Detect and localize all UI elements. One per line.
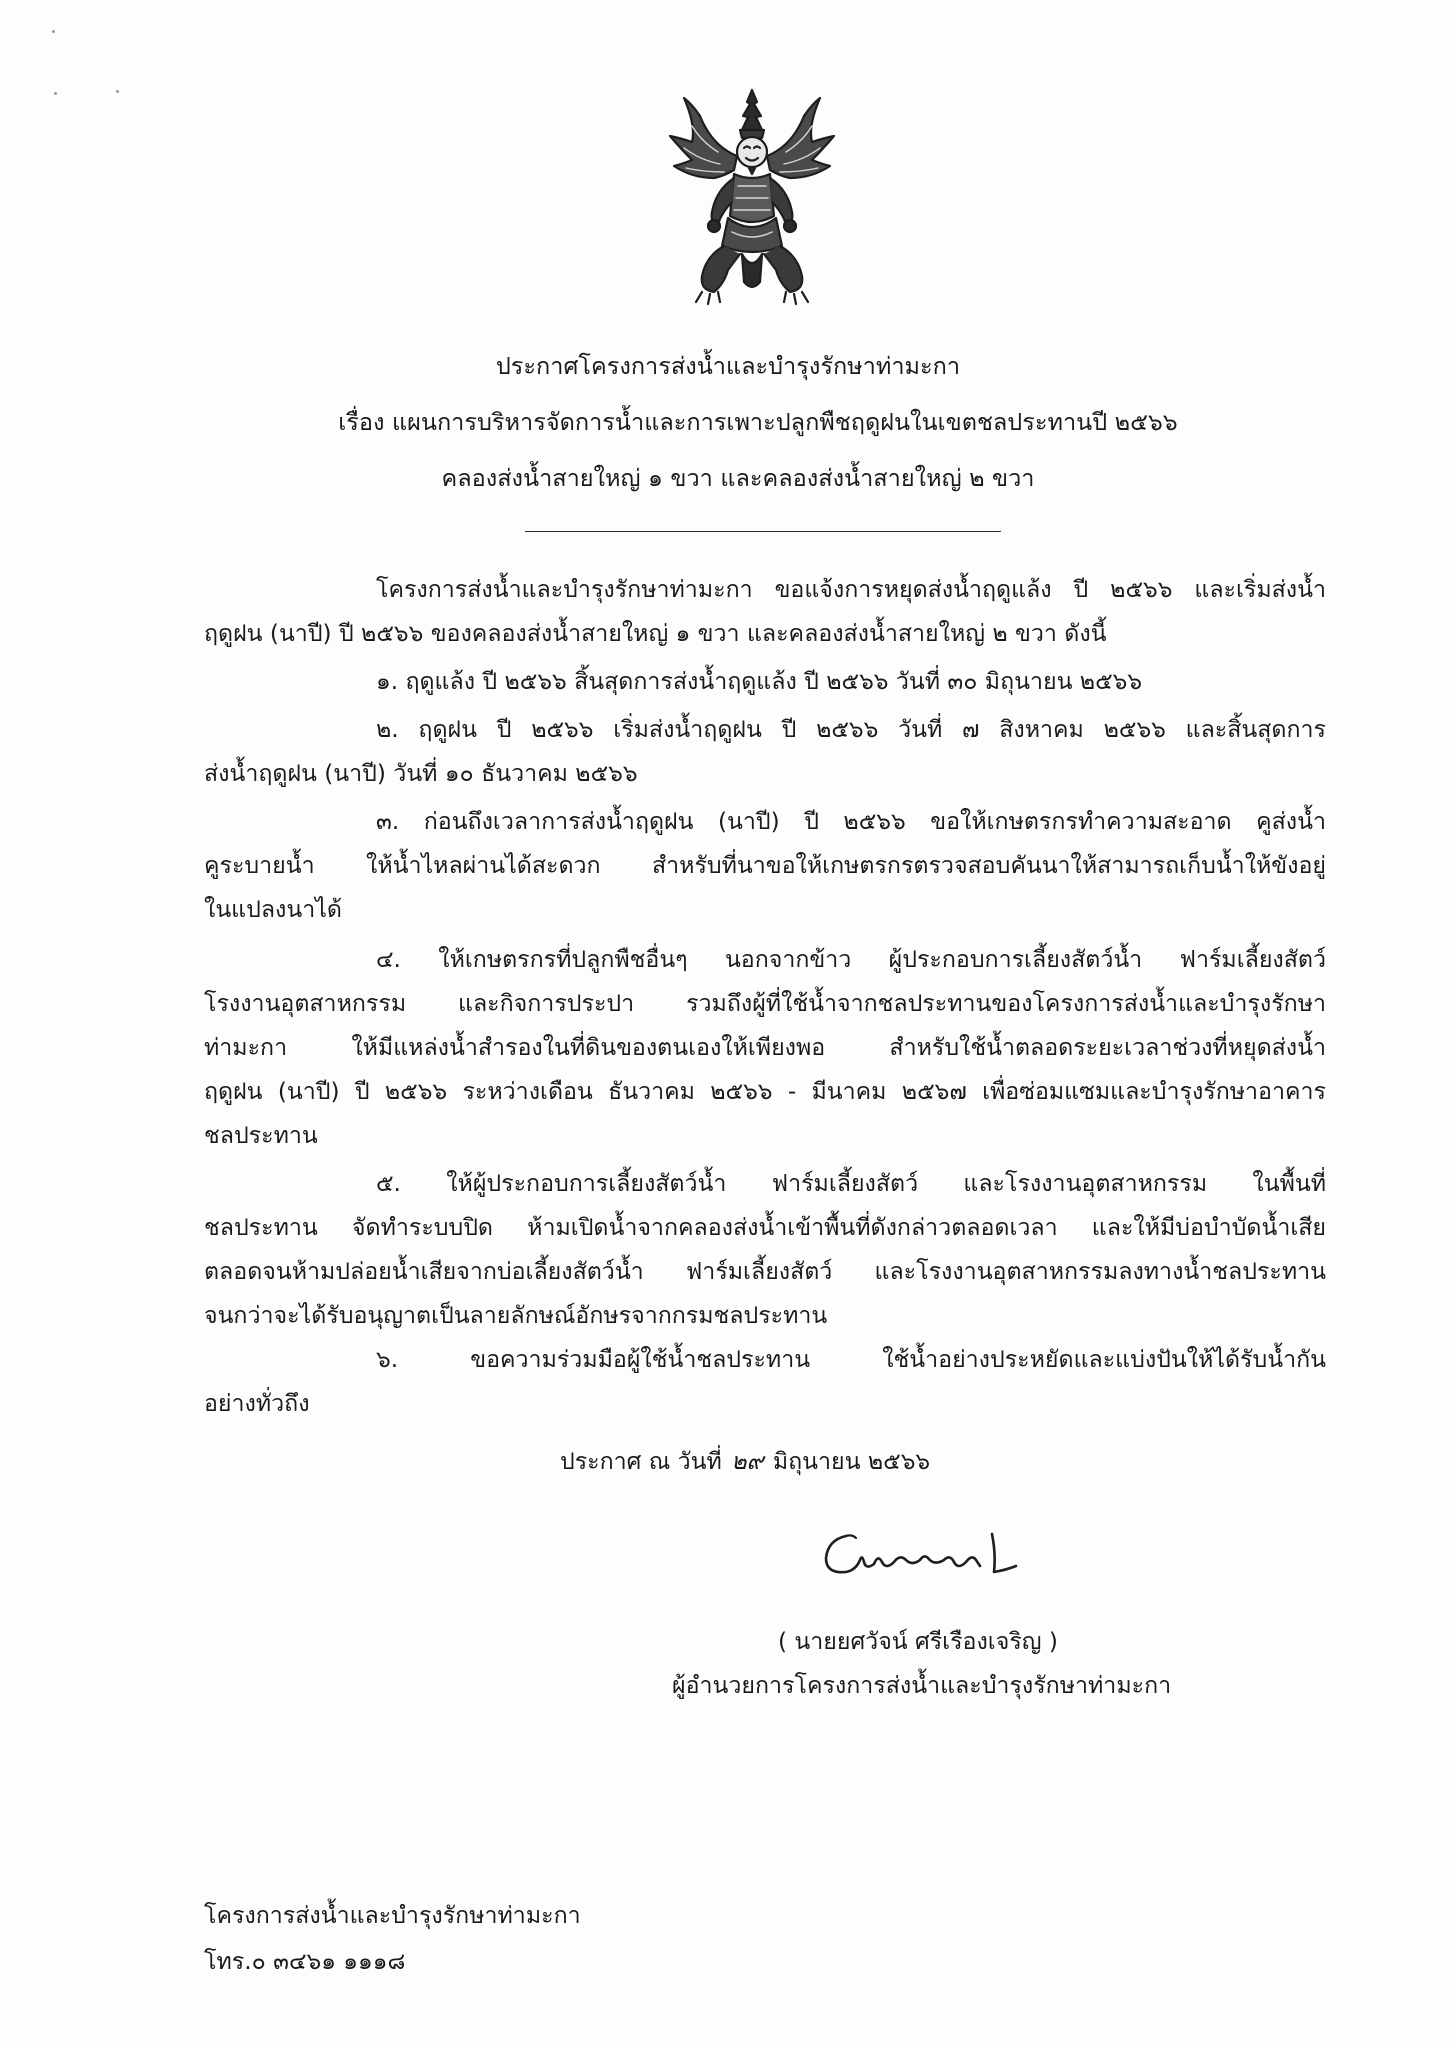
scan-speck <box>54 92 57 95</box>
body-line: อย่างทั่วถึง <box>204 1390 310 1417</box>
body-line: ฤดูฝน (นาปี) ปี ๒๕๖๖ ระหว่างเดือน ธันวาคม ๒๕๖๖ - มีนาคม ๒๕๖๗ เพื่อซ่อมแซมและบำรุงรักษาอาคาร <box>204 1078 1326 1105</box>
body-line: ๑. ฤดูแล้ง ปี ๒๕๖๖ สิ้นสุดการส่งน้ำฤดูแล้ง ปี ๒๕๖๖ วันที่ ๓๐ มิถุนายน ๒๕๖๖ <box>376 668 1143 695</box>
footer-organization: โครงการส่งน้ำและบำรุงรักษาท่ามะกา <box>204 1902 581 1929</box>
footer-phone: โทร.๐ ๓๔๖๑ ๑๑๑๘ <box>204 1948 406 1975</box>
body-line: โรงงานอุตสาหกรรม และกิจการประปา รวมถึงผู้ที่ใช้น้ำจากชลประทานของโครงการส่งน้ำและบำรุงรักษา <box>204 990 1326 1017</box>
body-line: จนกว่าจะได้รับอนุญาตเป็นลายลักษณ์อักษรจากกรมชลประทาน <box>204 1302 828 1329</box>
body-line: ท่ามะกา ให้มีแหล่งน้ำสำรองในที่ดินของตนเองให้เพียงพอ สำหรับใช้น้ำตลอดระยะเวลาช่วงที่หยุดส่งน้ำ <box>204 1034 1326 1061</box>
announcement-subject: เรื่อง แผนการบริหารจัดการน้ำและการเพาะปลูกพืชฤดูฝนในเขตชลประทานปี ๒๕๖๖ <box>338 408 1178 436</box>
announced-prefix: ประกาศ ณ วันที่ <box>560 1448 722 1475</box>
body-line: ชลประทาน จัดทำระบบปิด ห้ามเปิดน้ำจากคลองส่งน้ำเข้าพื้นที่ดังกล่าวตลอดเวลา และให้มีบ่อบำบัดน้ำเสีย <box>204 1214 1326 1241</box>
announcement-date <box>560 1440 930 1484</box>
body-line: ๓. ก่อนถึงเวลาการส่งน้ำฤดูฝน (นาปี) ปี ๒๕๖๖ ขอให้เกษตรกรทำความสะอาด คูส่งน้ำ <box>376 808 1326 835</box>
body-line: ตลอดจนห้ามปล่อยน้ำเสียจากบ่อเลี้ยงสัตว์น้ำ ฟาร์มเลี้ยงสัตว์ และโรงงานอุตสาหกรรมลงทางน้ำชลประทาน <box>204 1258 1326 1285</box>
body-line: ๕. ให้ผู้ประกอบการเลี้ยงสัตว์น้ำ ฟาร์มเลี้ยงสัตว์ และโรงงานอุตสาหกรรม ในพื้นที่ <box>376 1170 1326 1197</box>
handwritten-signature <box>816 1514 1026 1594</box>
body-line: ๖. ขอความร่วมมือผู้ใช้น้ำชลประทาน ใช้น้ำอย่างประหยัดและแบ่งปันให้ได้รับน้ำกัน <box>376 1346 1326 1373</box>
body-line: ชลประทาน <box>204 1122 318 1149</box>
garuda-emblem-icon <box>662 86 842 308</box>
body-line: ๒. ฤดูฝน ปี ๒๕๖๖ เริ่มส่งน้ำฤดูฝน ปี ๒๕๖๖ วันที่ ๗ สิงหาคม ๒๕๖๖ และสิ้นสุดการ <box>376 716 1326 743</box>
announcement-canals: คลองส่งน้ำสายใหญ่ ๑ ขวา และคลองส่งน้ำสายใหญ่ ๒ ขวา <box>441 464 1035 492</box>
body-line: ๔. ให้เกษตรกรที่ปลูกพืชอื่นๆ นอกจากข้าว ผู้ประกอบการเลี้ยงสัตว์น้ำ ฟาร์มเลี้ยงสัตว์ <box>376 946 1326 973</box>
announced-day: ๒๙ <box>731 1448 764 1475</box>
scan-speck <box>52 30 55 33</box>
announced-month-year: มิถุนายน ๒๕๖๖ <box>772 1448 931 1475</box>
signer-title: ผู้อำนวยการโครงการส่งน้ำและบำรุงรักษาท่ามะกา <box>672 1672 1172 1699</box>
announcement-heading <box>0 338 1456 506</box>
body-line: โครงการส่งน้ำและบำรุงรักษาท่ามะกา ขอแจ้งการหยุดส่งน้ำฤดูแล้ง ปี ๒๕๖๖ และเริ่มส่งน้ำ <box>376 576 1326 603</box>
body-line: ส่งน้ำฤดูฝน (นาปี) วันที่ ๑๐ ธันวาคม ๒๕๖๖ <box>204 760 638 787</box>
body-line: ในแปลงนาได้ <box>204 896 342 923</box>
signer-name: ( นายยศวัจน์ ศรีเรืองเจริญ ) <box>778 1628 1058 1655</box>
announcement-title: ประกาศโครงการส่งน้ำและบำรุงรักษาท่ามะกา <box>495 352 961 380</box>
body-line: คูระบายน้ำ ให้น้ำไหลผ่านได้สะดวก สำหรับที่นาขอให้เกษตรกรตรวจสอบคันนาให้สามารถเก็บน้ำให้ขังอยู่ <box>204 852 1326 879</box>
body-line: ฤดูฝน (นาปี) ปี ๒๕๖๖ ของคลองส่งน้ำสายใหญ่ ๑ ขวา และคลองส่งน้ำสายใหญ่ ๒ ขวา ดังนี้ <box>204 620 1107 647</box>
heading-divider <box>525 531 1001 532</box>
scan-speck <box>116 90 119 93</box>
